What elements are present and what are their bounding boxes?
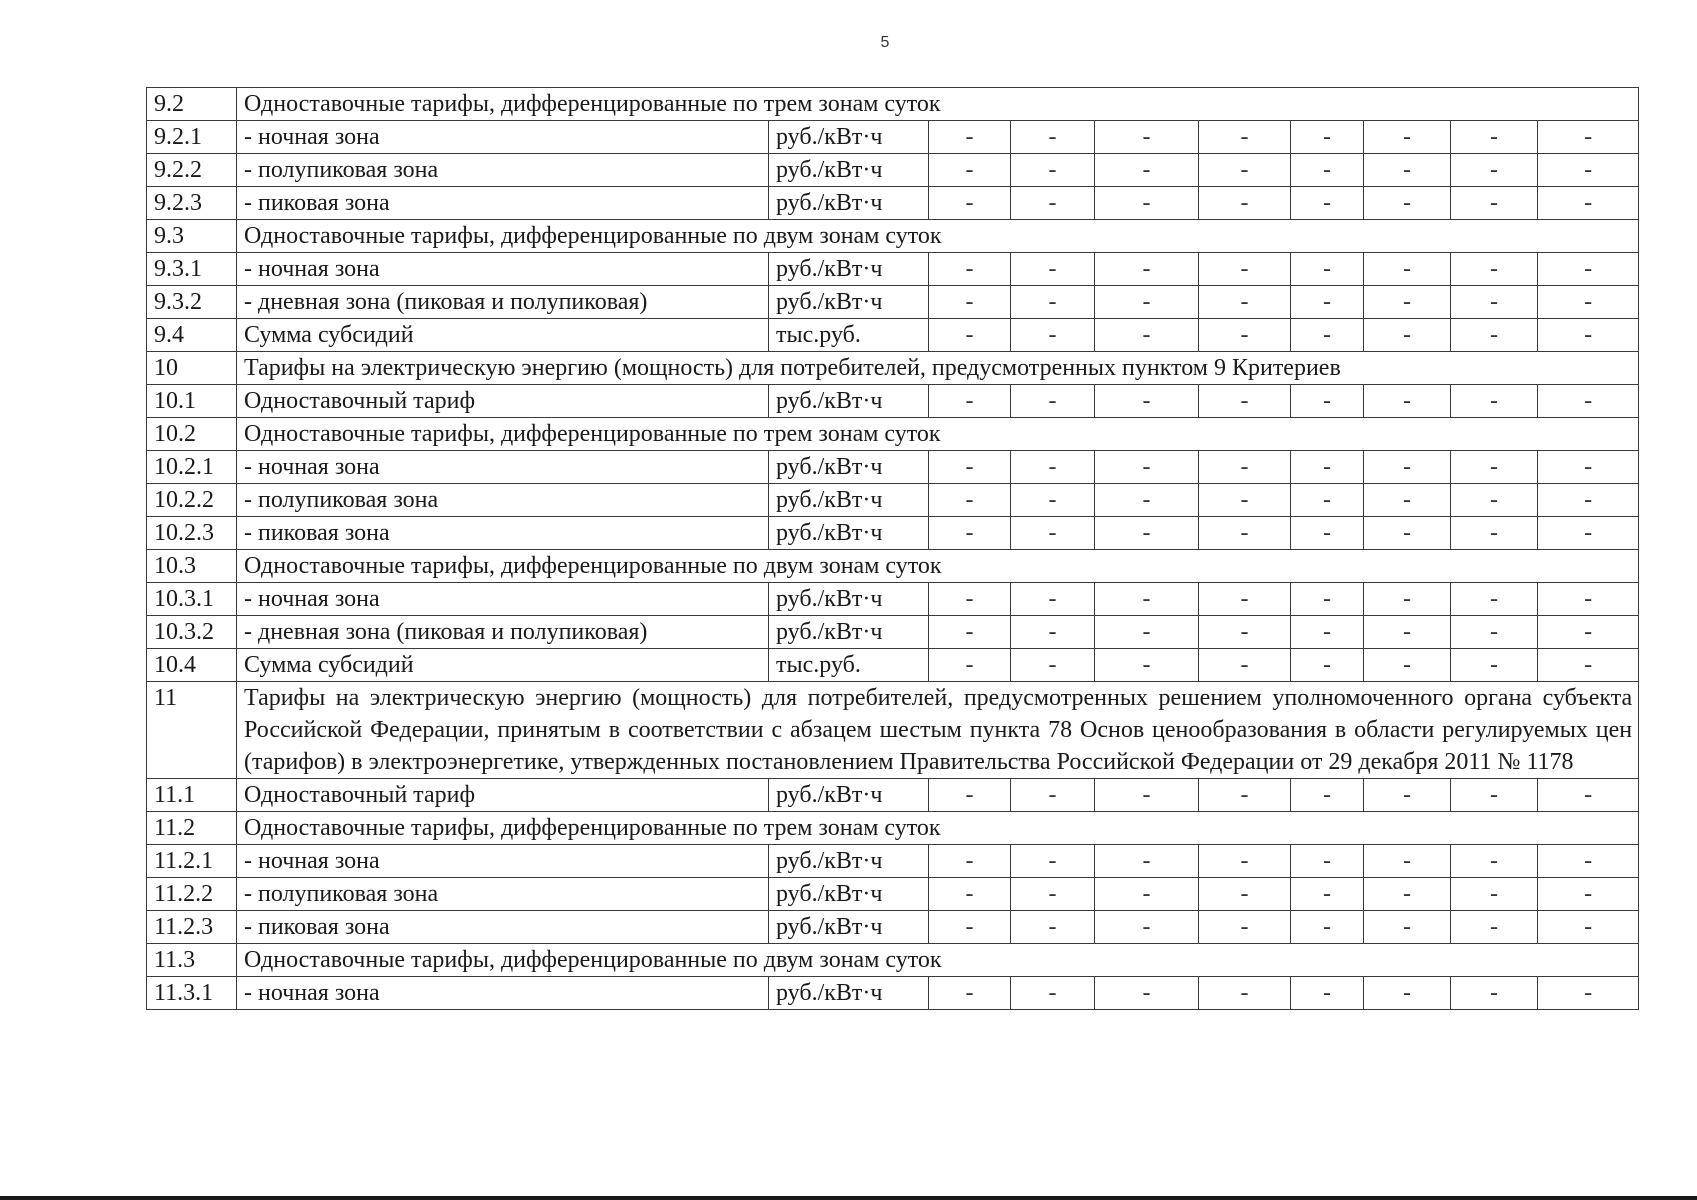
row-description: Одноставочные тарифы, дифференцированные по трем зонам суток <box>237 418 1639 451</box>
row-description: Одноставочный тариф <box>237 385 769 418</box>
table-row <box>147 583 1639 616</box>
row-description: - ночная зона <box>237 451 769 484</box>
value-cell: - <box>1095 286 1199 319</box>
value-cell: - <box>929 385 1011 418</box>
value-cell: - <box>1364 121 1451 154</box>
row-description: Тарифы на электрическую энергию (мощность) для потребителей, предусмотренных решением уполномоченного органа субъекта Российской Федерации, принятым в соответствии с абзацем шестым пункта 78 Основ ценообразования в области регулируемых цен (тарифов) в электроэнергетике, утвержденных постановлением Правительства Российской Федерации от 29 декабря 2011 № 1178 <box>237 682 1639 779</box>
value-cell: - <box>1451 154 1538 187</box>
table-row <box>147 977 1639 1010</box>
value-cell: - <box>929 319 1011 352</box>
value-cell: - <box>1199 154 1291 187</box>
value-cell: - <box>1451 484 1538 517</box>
value-cell: - <box>1291 911 1364 944</box>
scan-edge-line <box>0 1196 1697 1200</box>
value-cell: - <box>1095 779 1199 812</box>
row-description: - ночная зона <box>237 583 769 616</box>
row-number: 11.2.1 <box>147 845 237 878</box>
value-cell: - <box>1291 616 1364 649</box>
value-cell: - <box>1011 779 1095 812</box>
row-unit: руб./кВт·ч <box>769 121 929 154</box>
table-row <box>147 484 1639 517</box>
value-cell: - <box>1199 451 1291 484</box>
row-description: Одноставочные тарифы, дифференцированные по двум зонам суток <box>237 944 1639 977</box>
value-cell: - <box>1095 911 1199 944</box>
row-number: 10.2.3 <box>147 517 237 550</box>
row-description: Одноставочный тариф <box>237 779 769 812</box>
value-cell: - <box>1199 484 1291 517</box>
value-cell: - <box>1364 977 1451 1010</box>
value-cell: - <box>1364 154 1451 187</box>
value-cell: - <box>1011 253 1095 286</box>
row-description: Одноставочные тарифы, дифференцированные по трем зонам суток <box>237 812 1639 845</box>
value-cell: - <box>1011 583 1095 616</box>
value-cell: - <box>1199 385 1291 418</box>
row-description: - ночная зона <box>237 121 769 154</box>
value-cell: - <box>1364 583 1451 616</box>
value-cell: - <box>1538 385 1639 418</box>
row-description: Тарифы на электрическую энергию (мощность) для потребителей, предусмотренных пунктом 9 Критериев <box>237 352 1639 385</box>
value-cell: - <box>1199 583 1291 616</box>
value-cell: - <box>1011 385 1095 418</box>
value-cell: - <box>929 878 1011 911</box>
value-cell: - <box>1199 121 1291 154</box>
value-cell: - <box>1291 583 1364 616</box>
row-number: 9.2 <box>147 88 237 121</box>
row-number: 10.2.2 <box>147 484 237 517</box>
row-description: Сумма субсидий <box>237 649 769 682</box>
table-row <box>147 845 1639 878</box>
value-cell: - <box>1451 451 1538 484</box>
value-cell: - <box>1291 779 1364 812</box>
row-unit: руб./кВт·ч <box>769 911 929 944</box>
value-cell: - <box>1451 616 1538 649</box>
value-cell: - <box>1451 385 1538 418</box>
row-unit: руб./кВт·ч <box>769 253 929 286</box>
table-row <box>147 812 1639 845</box>
value-cell: - <box>929 649 1011 682</box>
value-cell: - <box>929 484 1011 517</box>
value-cell: - <box>1451 517 1538 550</box>
table-row <box>147 682 1639 779</box>
value-cell: - <box>929 779 1011 812</box>
value-cell: - <box>1095 319 1199 352</box>
tariff-table-body <box>147 88 1639 1010</box>
row-number: 11.3.1 <box>147 977 237 1010</box>
row-description: - полупиковая зона <box>237 154 769 187</box>
value-cell: - <box>1291 451 1364 484</box>
value-cell: - <box>1364 484 1451 517</box>
value-cell: - <box>1095 977 1199 1010</box>
row-number: 11.3 <box>147 944 237 977</box>
value-cell: - <box>1538 451 1639 484</box>
table-row <box>147 286 1639 319</box>
value-cell: - <box>1291 286 1364 319</box>
value-cell: - <box>1451 779 1538 812</box>
value-cell: - <box>1451 187 1538 220</box>
value-cell: - <box>1011 154 1095 187</box>
value-cell: - <box>1451 583 1538 616</box>
value-cell: - <box>1011 845 1095 878</box>
row-number: 10.4 <box>147 649 237 682</box>
row-unit: руб./кВт·ч <box>769 286 929 319</box>
value-cell: - <box>929 253 1011 286</box>
value-cell: - <box>1538 121 1639 154</box>
row-unit: руб./кВт·ч <box>769 484 929 517</box>
row-number: 10.3 <box>147 550 237 583</box>
row-description: - полупиковая зона <box>237 878 769 911</box>
value-cell: - <box>1291 121 1364 154</box>
value-cell: - <box>1538 649 1639 682</box>
tariff-table <box>146 87 1639 1010</box>
row-description: - пиковая зона <box>237 911 769 944</box>
value-cell: - <box>1199 878 1291 911</box>
value-cell: - <box>1095 517 1199 550</box>
row-number: 10.1 <box>147 385 237 418</box>
row-unit: руб./кВт·ч <box>769 517 929 550</box>
table-row <box>147 187 1639 220</box>
row-number: 9.3 <box>147 220 237 253</box>
value-cell: - <box>1364 878 1451 911</box>
row-number: 10.3.1 <box>147 583 237 616</box>
page-number: 5 <box>880 34 890 51</box>
row-number: 11 <box>147 682 237 779</box>
row-number: 9.2.1 <box>147 121 237 154</box>
value-cell: - <box>1364 779 1451 812</box>
table-row <box>147 878 1639 911</box>
value-cell: - <box>1291 187 1364 220</box>
row-unit: тыс.руб. <box>769 649 929 682</box>
row-description: - ночная зона <box>237 253 769 286</box>
value-cell: - <box>1199 253 1291 286</box>
row-description: Одноставочные тарифы, дифференцированные по двум зонам суток <box>237 550 1639 583</box>
row-description: - дневная зона (пиковая и полупиковая) <box>237 616 769 649</box>
value-cell: - <box>1538 253 1639 286</box>
value-cell: - <box>1011 911 1095 944</box>
row-number: 11.2.2 <box>147 878 237 911</box>
value-cell: - <box>1364 286 1451 319</box>
value-cell: - <box>1095 616 1199 649</box>
value-cell: - <box>1364 517 1451 550</box>
value-cell: - <box>1095 253 1199 286</box>
row-number: 9.2.3 <box>147 187 237 220</box>
value-cell: - <box>1095 878 1199 911</box>
value-cell: - <box>1011 286 1095 319</box>
row-unit: руб./кВт·ч <box>769 187 929 220</box>
value-cell: - <box>1291 385 1364 418</box>
row-unit: тыс.руб. <box>769 319 929 352</box>
table-row <box>147 385 1639 418</box>
value-cell: - <box>1291 484 1364 517</box>
value-cell: - <box>1451 121 1538 154</box>
value-cell: - <box>1451 319 1538 352</box>
value-cell: - <box>1011 187 1095 220</box>
table-row <box>147 418 1639 451</box>
value-cell: - <box>1011 319 1095 352</box>
value-cell: - <box>1364 187 1451 220</box>
value-cell: - <box>1291 253 1364 286</box>
row-number: 10.2 <box>147 418 237 451</box>
value-cell: - <box>1095 649 1199 682</box>
row-number: 10.2.1 <box>147 451 237 484</box>
value-cell: - <box>1199 616 1291 649</box>
value-cell: - <box>929 286 1011 319</box>
value-cell: - <box>1011 484 1095 517</box>
table-row <box>147 616 1639 649</box>
table-row <box>147 911 1639 944</box>
value-cell: - <box>1291 649 1364 682</box>
row-unit: руб./кВт·ч <box>769 779 929 812</box>
row-description: - ночная зона <box>237 977 769 1010</box>
value-cell: - <box>1538 319 1639 352</box>
row-unit: руб./кВт·ч <box>769 977 929 1010</box>
value-cell: - <box>1199 187 1291 220</box>
value-cell: - <box>1538 154 1639 187</box>
value-cell: - <box>1538 187 1639 220</box>
value-cell: - <box>1291 517 1364 550</box>
value-cell: - <box>1364 649 1451 682</box>
value-cell: - <box>1291 977 1364 1010</box>
value-cell: - <box>1538 286 1639 319</box>
value-cell: - <box>1364 253 1451 286</box>
row-description: Одноставочные тарифы, дифференцированные по двум зонам суток <box>237 220 1639 253</box>
value-cell: - <box>1451 977 1538 1010</box>
table-row <box>147 779 1639 812</box>
row-number: 9.3.1 <box>147 253 237 286</box>
row-description: Одноставочные тарифы, дифференцированные по трем зонам суток <box>237 88 1639 121</box>
value-cell: - <box>929 154 1011 187</box>
table-row <box>147 944 1639 977</box>
value-cell: - <box>1095 484 1199 517</box>
value-cell: - <box>929 517 1011 550</box>
value-cell: - <box>1538 484 1639 517</box>
value-cell: - <box>1364 845 1451 878</box>
value-cell: - <box>1451 878 1538 911</box>
value-cell: - <box>1011 649 1095 682</box>
value-cell: - <box>1291 319 1364 352</box>
value-cell: - <box>1011 977 1095 1010</box>
value-cell: - <box>929 187 1011 220</box>
value-cell: - <box>1364 616 1451 649</box>
value-cell: - <box>929 616 1011 649</box>
value-cell: - <box>1451 649 1538 682</box>
row-number: 9.2.2 <box>147 154 237 187</box>
value-cell: - <box>1011 121 1095 154</box>
value-cell: - <box>1199 845 1291 878</box>
value-cell: - <box>1095 583 1199 616</box>
value-cell: - <box>929 845 1011 878</box>
row-description: - ночная зона <box>237 845 769 878</box>
row-number: 11.2 <box>147 812 237 845</box>
table-row <box>147 121 1639 154</box>
value-cell: - <box>1538 517 1639 550</box>
table-row <box>147 649 1639 682</box>
value-cell: - <box>1451 253 1538 286</box>
row-description: - пиковая зона <box>237 517 769 550</box>
value-cell: - <box>1538 911 1639 944</box>
value-cell: - <box>1095 451 1199 484</box>
value-cell: - <box>1199 911 1291 944</box>
value-cell: - <box>1451 911 1538 944</box>
value-cell: - <box>1199 286 1291 319</box>
value-cell: - <box>1095 385 1199 418</box>
value-cell: - <box>1095 154 1199 187</box>
value-cell: - <box>1011 517 1095 550</box>
value-cell: - <box>1538 845 1639 878</box>
row-unit: руб./кВт·ч <box>769 451 929 484</box>
row-description: - дневная зона (пиковая и полупиковая) <box>237 286 769 319</box>
value-cell: - <box>1199 649 1291 682</box>
value-cell: - <box>1095 845 1199 878</box>
value-cell: - <box>1291 878 1364 911</box>
row-number: 9.4 <box>147 319 237 352</box>
value-cell: - <box>1364 319 1451 352</box>
table-row <box>147 88 1639 121</box>
row-unit: руб./кВт·ч <box>769 154 929 187</box>
value-cell: - <box>1538 878 1639 911</box>
value-cell: - <box>1291 154 1364 187</box>
value-cell: - <box>929 583 1011 616</box>
row-description: Сумма субсидий <box>237 319 769 352</box>
value-cell: - <box>1011 878 1095 911</box>
value-cell: - <box>1451 286 1538 319</box>
table-row <box>147 154 1639 187</box>
value-cell: - <box>1199 779 1291 812</box>
value-cell: - <box>1199 319 1291 352</box>
row-unit: руб./кВт·ч <box>769 845 929 878</box>
value-cell: - <box>1095 121 1199 154</box>
value-cell: - <box>1199 977 1291 1010</box>
row-number: 11.2.3 <box>147 911 237 944</box>
value-cell: - <box>1451 845 1538 878</box>
value-cell: - <box>1011 451 1095 484</box>
row-unit: руб./кВт·ч <box>769 878 929 911</box>
table-row <box>147 253 1639 286</box>
row-description: - полупиковая зона <box>237 484 769 517</box>
value-cell: - <box>929 451 1011 484</box>
value-cell: - <box>929 911 1011 944</box>
table-row <box>147 352 1639 385</box>
value-cell: - <box>1364 451 1451 484</box>
value-cell: - <box>1538 977 1639 1010</box>
value-cell: - <box>1011 616 1095 649</box>
row-number: 11.1 <box>147 779 237 812</box>
table-row <box>147 550 1639 583</box>
table-row <box>147 451 1639 484</box>
table-row <box>147 220 1639 253</box>
value-cell: - <box>1538 583 1639 616</box>
row-description: - пиковая зона <box>237 187 769 220</box>
row-unit: руб./кВт·ч <box>769 583 929 616</box>
value-cell: - <box>929 121 1011 154</box>
row-unit: руб./кВт·ч <box>769 385 929 418</box>
value-cell: - <box>1364 911 1451 944</box>
value-cell: - <box>1538 779 1639 812</box>
value-cell: - <box>1291 845 1364 878</box>
row-unit: руб./кВт·ч <box>769 616 929 649</box>
value-cell: - <box>1364 385 1451 418</box>
row-number: 9.3.2 <box>147 286 237 319</box>
value-cell: - <box>1095 187 1199 220</box>
table-row <box>147 517 1639 550</box>
table-row <box>147 319 1639 352</box>
row-number: 10.3.2 <box>147 616 237 649</box>
row-number: 10 <box>147 352 237 385</box>
value-cell: - <box>1538 616 1639 649</box>
value-cell: - <box>929 977 1011 1010</box>
value-cell: - <box>1199 517 1291 550</box>
